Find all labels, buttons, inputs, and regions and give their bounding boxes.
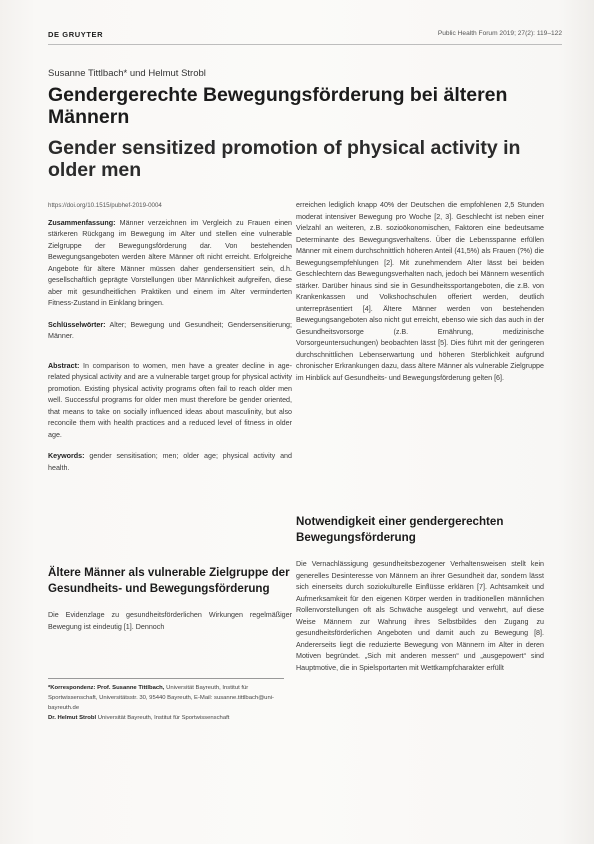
keywords-english — [48, 451, 292, 474]
correspondence-footnote — [48, 678, 284, 723]
author-line: Susanne Tittlbach* und Helmut Strobl — [48, 68, 206, 79]
abstract-english-label: Abstract: — [48, 361, 80, 370]
left-column — [48, 200, 292, 484]
running-header — [48, 30, 562, 45]
abstract-german-label: Zusammenfassung: — [48, 218, 116, 227]
section-one-heading: Ältere Männer als vulnerable Zielgruppe der Gesundheits- und Bewegungsförderung — [48, 566, 290, 595]
title-english: Gender sensitized promotion of physical activity in older men — [48, 137, 521, 181]
coauthor-text: Universität Bayreuth, Institut für Sportwissenschaft — [97, 715, 230, 721]
section-one — [48, 565, 292, 643]
correspondence-text: Universität Bayreuth, Institut für Sportwissenschaft, Universitätsstr. 30, 95440 Bayreuth, E-Mail: susanne.tittlbach@uni-bayreuth.de — [48, 685, 275, 711]
keywords-english-text: gender sensitisation; men; older age; physical activity and health. — [48, 452, 293, 472]
keywords-german-text: Alter; Bewegung und Gesundheit; Gendersensitierung; Männer. — [48, 320, 292, 340]
section-two — [296, 514, 544, 684]
correspondence-label: *Korrespondenz: Prof. Susanne Tittlbach, — [48, 685, 165, 691]
section-two-text: Die Vernachlässigung gesundheitsbezogener Verhaltensweisen stellt kein generelles Desinteresse von Männern an ihrer Gesundheit dar, sondern lässt sich einerseits durch soziokulturelle Einflüsse erklären [7]. Achtsamkeit und Aufmerksamkeit für den eigenen Körper werden in traditionellen männlichen Rollenvorstellungen oft als Schwäche ausgelegt und verwehrt, auf diese Weise Männern zur Wahrung ihres Selbstbildes den Zugang zu gesundheitsförderlichen Angeboten und damit auch zu Bewegung [8]. Andererseits liegt die reduzierte Bewegung von Männern im Alter in deren Motiven begründet. „Sich mit anderen messen“ und „ausgepowert“ sind Hauptmotive, die in Spielsportarten mit Wettkampfcharakter erfüllt — [296, 560, 544, 672]
section-one-text: Die Evidenzlage zu gesundheitsförderlichen Wirkungen regelmäßiger Bewegung ist eindeutig [1]. Dennoch — [48, 611, 292, 631]
title-german: Gendergerechte Bewegungsförderung bei älteren Männern — [48, 84, 508, 128]
abstract-english — [48, 361, 292, 442]
section-two-heading: Notwendigkeit einer gendergerechten Bewegungsförderung — [296, 515, 504, 544]
keywords-german — [48, 320, 292, 343]
coauthor-label: Dr. Helmut Strobl — [48, 715, 97, 721]
coauthor-entry — [48, 713, 284, 723]
abstract-german-text: Männer verzeichnen im Vergleich zu Frauen einen stärkeren Rückgang im Bewegung im Alter und stellen eine vulnerable Zielgruppe der Bewegungsförderung dar. Von bestehenden Bewegungsangeboten werden ältere Männer oft nicht erreicht. Erfolgreiche Angebote für ältere Männer müssen daher gendersensitiert sein, d.h. gesellschaftlich geprägte Vorstellungen über Männlichkeit aufgreifen, diese aber mit gesundheitlichen Praktiken und einem im Alter verminderten Fitness-Zustand in Einklang bringen. — [48, 218, 292, 307]
abstract-english-text: In comparison to women, men have a greater decline in age-related physical activity and are a vulnerable target group for physical activity promotion. Existing physical activity programs often fail to reach older men well. Successful programs for older men must therefore be gender oriented, that means to take on socially influenced ideas about masculinity, but also reconcile them with health practices and a reduced level of fitness in older age. — [48, 361, 292, 439]
publisher-name: DE GRUYTER — [48, 30, 104, 39]
correspondence-entry — [48, 683, 284, 713]
journal-citation: Public Health Forum 2019; 27(2): 119–122 — [437, 30, 562, 37]
right-paragraph: erreichen lediglich knapp 40% der Deutschen die empfohlenen 2,5 Stunden moderat intensiver Bewegung pro Woche [2, 3]. Geschlecht ist neben einer Vielzahl an weiteren, z.B. sozioökonomischen, Faktoren eine bedeutsame Determinante des Bewegungsverhaltens. Über die Lebensspanne erfüllen Männer mit einem durchschnittlich höheren Anteil (41,5%) als Frauen (?%) die Bewegungsempfehlungen [2]. Mit zunehmendem Alter lässt bei beiden Geschlechtern das Bewegungsverhalten nach, jedoch bei Männern wesentlich stärker. Darüber hinaus sind sie in Gesundheitssportangeboten, die z.B. von Krankenkassen und Volkshochschulen offeriert werden, deutlich unterrepräsentiert [4]. Ältere Männer werden von bestehenden Bewegungsangeboten also nicht gut erreicht, ebenso wie sich das auch in der Gesundheitsvorsorge (z.B. Ernährung, medizinische Vorsorgeuntersuchungen) beobachten lässt [5]. Dies führt mit der geringeren durchschnittlichen Lebenserwartung und höheren Sterblichkeit aufgrund chronischer Erkrankungen dazu, dass ältere Männer als vulnerable Zielgruppe im Hinblick auf Gesundheits- und Bewegungsförderung gelten [6]. — [296, 201, 544, 382]
keywords-english-label: Keywords: — [48, 452, 85, 460]
doi-link[interactable]: https://doi.org/10.1515/pubhef-2019-0004 — [48, 202, 162, 209]
keywords-german-label: Schlüsselwörter: — [48, 320, 106, 329]
abstract-german — [48, 218, 292, 310]
right-column — [296, 200, 544, 394]
